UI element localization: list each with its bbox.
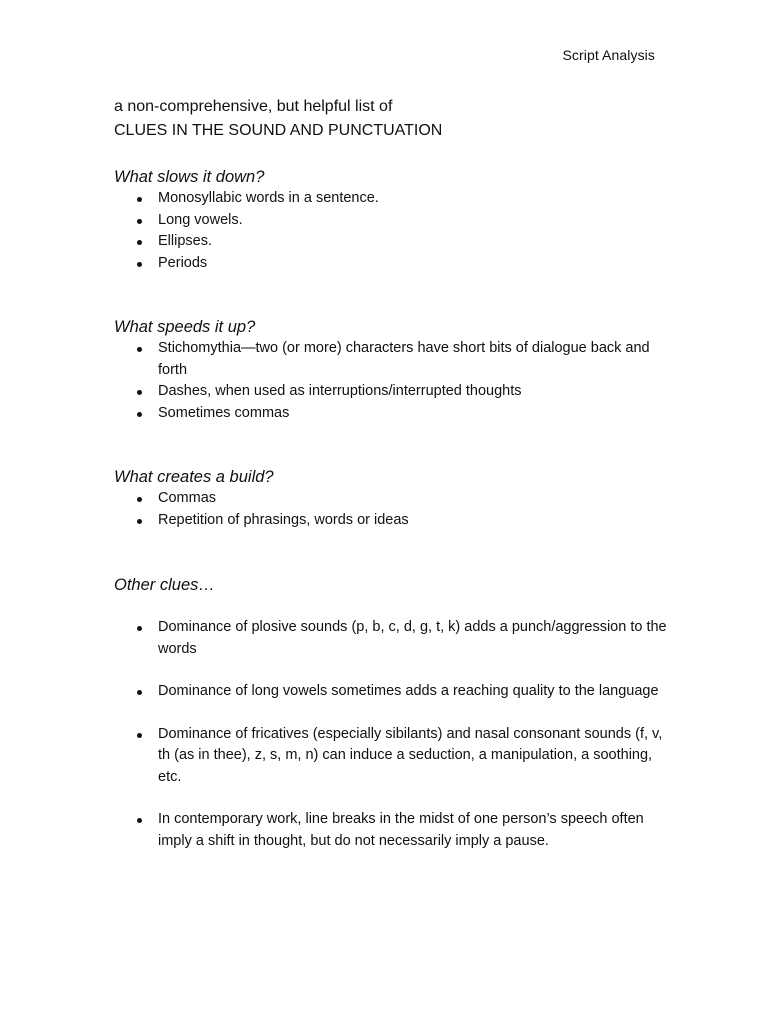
list-item-text: Ellipses. [158, 233, 212, 249]
section-slows-down [114, 166, 674, 274]
section-heading: What speeds it up? [114, 318, 256, 336]
document-body [114, 95, 674, 852]
bullet-list [114, 488, 674, 531]
list-item-text: Dominance of fricatives (especially sibilants) and nasal consonant sounds (f, v, th (as in thee), z, s, m, n) can induce a seduction, a manipulation, a soothing, etc. [158, 725, 663, 785]
bullet-icon [137, 197, 142, 202]
section-other-clues [114, 574, 674, 852]
list-item-text: Sometimes commas [158, 404, 290, 421]
list-item [114, 188, 674, 210]
list-item [114, 724, 674, 789]
intro-title: CLUES IN THE SOUND AND PUNCTUATION [114, 122, 443, 139]
section-heading: What slows it down? [114, 168, 265, 186]
list-item [114, 681, 674, 703]
section-heading: What creates a build? [114, 468, 274, 486]
section-speeds-up [114, 316, 674, 424]
bullet-icon [137, 626, 142, 631]
bullet-icon [137, 497, 142, 502]
bullet-icon [137, 412, 142, 417]
list-item [114, 809, 674, 852]
list-item [114, 210, 674, 232]
bullet-list [114, 617, 674, 852]
intro-line-1: a non-comprehensive, but helpful list of [114, 98, 393, 115]
header-label: Script Analysis [562, 47, 655, 63]
bullet-icon [137, 219, 142, 224]
bullet-list [114, 338, 674, 424]
bullet-icon [137, 519, 142, 524]
list-item [114, 338, 674, 381]
list-item-text: Dominance of long vowels sometimes adds a reaching quality to the language [158, 683, 659, 699]
list-item-text: Dashes, when used as interruptions/interrupted thoughts [158, 383, 522, 399]
bullet-icon [137, 347, 142, 352]
list-item-text: Periods [158, 254, 208, 271]
list-item [114, 381, 674, 403]
list-item-text: Repetition of phrasings, words or ideas [158, 511, 409, 528]
bullet-icon [137, 240, 142, 245]
bullet-icon [137, 390, 142, 395]
bullet-icon [137, 818, 142, 823]
list-item-text: Stichomythia—two (or more) characters have short bits of dialogue back and forth [158, 340, 650, 378]
bullet-icon [137, 262, 142, 267]
list-item [114, 231, 674, 253]
list-item-text: Monosyllabic words in a sentence. [158, 190, 379, 206]
list-item-text: Dominance of plosive sounds (p, b, c, d, g, t, k) adds a punch/aggression to the words [158, 619, 667, 657]
bullet-icon [137, 733, 142, 738]
list-item [114, 253, 674, 275]
list-item-text: Commas [158, 490, 217, 506]
bullet-list [114, 188, 674, 274]
list-item-text: In contemporary work, line breaks in the midst of one person’s speech often imply a shift in thought, but do not necessarily imply a pause. [158, 811, 644, 849]
list-item [114, 617, 674, 660]
list-item-text: Long vowels. [158, 211, 243, 228]
section-creates-build [114, 466, 674, 531]
section-heading: Other clues… [114, 576, 215, 594]
list-item [114, 510, 674, 532]
list-item [114, 403, 674, 425]
bullet-icon [137, 690, 142, 695]
list-item [114, 488, 674, 510]
